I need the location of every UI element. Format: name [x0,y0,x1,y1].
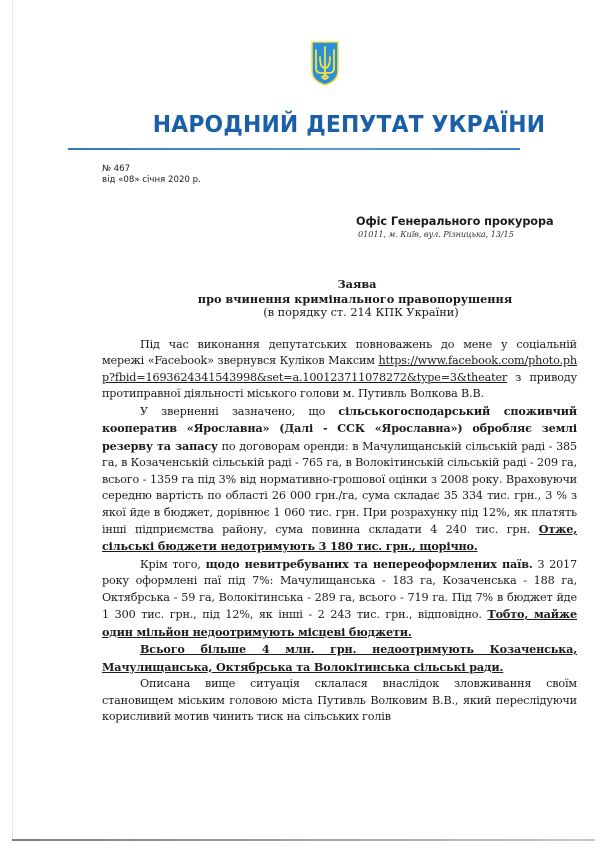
paragraph-4-summary: Всього більше 4 млн. грн. недоотримують Козаченська, Мачулищанська, Октябрська та Волокітинська сільські ради. [102,642,577,674]
document-number-block [102,164,201,186]
recipient-name: Офіс Генерального прокурора [356,215,554,228]
recipient-address: 01011, м. Київ, вул. Різницька, 13/15 [358,229,514,239]
statement-title [0,277,600,321]
paragraph-3 [102,556,577,641]
paragraph-4 [102,641,577,676]
statement-title-basis: (в порядку ст. 214 КПК України) [263,306,459,320]
paragraph-5 [102,676,577,725]
header-divider [68,148,520,150]
page-title [0,110,600,138]
paragraph-3-bold: щодо невитребуваних та непереоформлених паїв. [205,556,533,571]
paragraph-2 [102,403,577,556]
statement-title-subject: про вчинення кримінального правопорушення [197,291,513,306]
document-date: від «08» січня 2020 р. [102,175,201,185]
paragraph-2-bold: сільськогосподарський споживчий кооператив «Ярославна» (Далі - ССК «Ярославна») обробляє землі резерву та запасу [102,403,577,453]
page-title-text: НАРОДНИЙ ДЕПУТАТ УКРАЇНИ [152,110,546,138]
paragraph-3-text-a: Крім того, [140,557,206,571]
paragraph-1-text-b: з приводу протиправної діяльності міського голови м. Путивль Волкова В.В. [102,370,577,401]
paragraph-5-text: Описана вище ситуація склалася внаслідок зловживання своїм становищем міським головою міста Путивль Волковим В.В., який переслідуючи корисливий мотив чинить тиск на сільських голів [102,677,577,723]
paragraph-2-text-b: по договорам оренди: в Мачулищанській сільській раді - 385 га, в Козаченській сільській раді - 765 га, в Волокітинській сільській раді - 209 га, всього - 1359 га під 3% від нормативно-грошової оцінки з 2008 року. Враховуючи середню вартість по області 26 000 грн./га, сума складає 35 334 тис. грн., 3 % з якої йде в бюджет, дорівнює 1 060 тис. грн. При розрахунку під 12%, як платять інші підприємства району, сума повинна складати 4 240 тис. грн. [102,439,577,536]
paragraph-3-text-b: З 2017 року оформлені паї під 7%: Мачулищанська - 183 га, Козаченська - 188 га, Октябрська - 59 га, Волокітинська - 289 га, всього - 719 га. Під 7% в бюджет йде 1 300 тис. грн., під 12%, як інші - 2 243 тис. грн., відповідно. [102,557,577,622]
recipient-block [356,215,553,239]
statement-body [102,337,577,725]
paragraph-3-conclusion: Тобто, майже один мільйон недоотримують місцеві бюджети. [102,607,577,639]
document-number: № 467 [102,164,131,174]
statement-title-heading: Заява [337,277,377,291]
coat-of-arms-icon [311,41,339,86]
paragraph-2-conclusion: Отже, сільські бюджети недотримують 3 180 тис. грн., щорічно. [102,521,577,554]
paragraph-1-text-a: Під час виконання депутатських повноважень до мене у соціальній мережі «Facebook» звернувся Куліков Максим [102,338,577,368]
facebook-link[interactable]: https://www.facebook.com/photo.php?fbid=1693624341543998&set=a.100123711078272&type=3&theater [102,354,577,384]
paragraph-2-text-a: У зверненні зазначено, що [140,404,339,418]
page-edge-bottom [12,839,595,841]
paragraph-1 [102,337,577,403]
